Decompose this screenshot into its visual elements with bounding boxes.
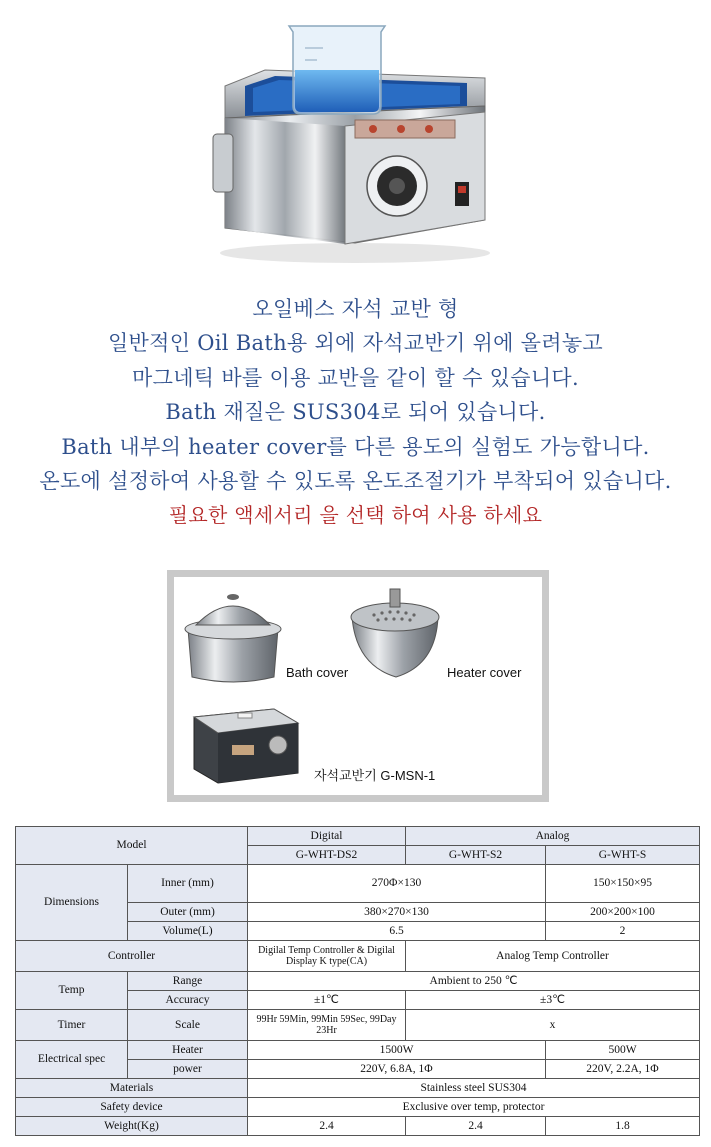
power-small: 220V, 2.2A, 1Φ xyxy=(546,1060,700,1079)
volume-large: 6.5 xyxy=(248,922,546,941)
model-name: G-WHT-DS2 xyxy=(248,846,406,865)
weight-label: Weight(Kg) xyxy=(16,1117,248,1136)
scale-digital: 99Hr 59Min, 99Min 59Sec, 99Day 23Hr xyxy=(248,1010,406,1041)
inner-large: 270Φ×130 xyxy=(248,865,546,903)
accessories-illustration xyxy=(174,577,542,795)
description-line: Bath 내부의 heater cover를 다른 용도의 실험도 가능합니다. xyxy=(61,434,650,459)
electrical-label: Electrical spec xyxy=(16,1041,128,1079)
weight-value: 2.4 xyxy=(248,1117,406,1136)
model-header: Model xyxy=(16,827,248,865)
range-value: Ambient to 250 ℃ xyxy=(248,972,700,991)
accessory-notice: 필요한 액세서리 을 선택 하여 사용 하세요 xyxy=(168,503,543,528)
inner-small: 150×150×95 xyxy=(546,865,700,903)
model-name: G-WHT-S xyxy=(546,846,700,865)
weight-value: 2.4 xyxy=(406,1117,546,1136)
product-image xyxy=(205,8,505,266)
power-label: power xyxy=(128,1060,248,1079)
outer-small: 200×200×100 xyxy=(546,903,700,922)
outer-large: 380×270×130 xyxy=(248,903,546,922)
accessories-panel xyxy=(167,570,549,802)
accuracy-analog: ±3℃ xyxy=(406,991,700,1010)
bath-cover-image xyxy=(185,594,281,682)
stirrer-label: 자석교반기 G-MSN-1 xyxy=(314,768,436,783)
description-line: 일반적인 Oil Bath용 외에 자석교반기 위에 올려놓고 xyxy=(107,331,604,356)
accuracy-label: Accuracy xyxy=(128,991,248,1010)
scale-analog: x xyxy=(406,1010,700,1041)
power-large: 220V, 6.8A, 1Φ xyxy=(248,1060,546,1079)
analog-header: Analog xyxy=(406,827,700,846)
spec-table xyxy=(15,826,700,1136)
volume-small: 2 xyxy=(546,922,700,941)
stirrer-image xyxy=(194,709,298,783)
controller-analog: Analog Temp Controller xyxy=(406,941,700,972)
safety-label: Safety device xyxy=(16,1098,248,1117)
scale-label: Scale xyxy=(128,1010,248,1041)
heater-cover-image xyxy=(351,589,439,677)
heater-label: Heater xyxy=(128,1041,248,1060)
description-line: 오일베스 자석 교반 형 xyxy=(252,297,459,321)
oil-bath-illustration xyxy=(205,8,505,266)
controller-label: Controller xyxy=(16,941,248,972)
timer-label: Timer xyxy=(16,1010,128,1041)
range-label: Range xyxy=(128,972,248,991)
bath-cover-label: Bath cover xyxy=(286,665,349,680)
heater-cover-label: Heater cover xyxy=(447,665,522,680)
inner-label: Inner (mm) xyxy=(128,865,248,903)
controller-digital: Digilal Temp Controller & Digilal Display K type(CA) xyxy=(248,941,406,972)
description-line: 온도에 설정하여 사용할 수 있도록 온도조절기가 부착되어 있습니다. xyxy=(39,468,672,493)
accuracy-digital: ±1℃ xyxy=(248,991,406,1010)
description-line: 마그네틱 바를 이용 교반을 같이 할 수 있습니다. xyxy=(132,365,579,390)
model-name: G-WHT-S2 xyxy=(406,846,546,865)
safety-value: Exclusive over temp, protector xyxy=(248,1098,700,1117)
dimensions-label: Dimensions xyxy=(16,865,128,941)
weight-value: 1.8 xyxy=(546,1117,700,1136)
description-line: Bath 재질은 SUS304로 되어 있습니다. xyxy=(165,400,546,425)
heater-small: 500W xyxy=(546,1041,700,1060)
materials-label: Materials xyxy=(16,1079,248,1098)
digital-header: Digital xyxy=(248,827,406,846)
product-description xyxy=(0,292,711,533)
materials-value: Stainless steel SUS304 xyxy=(248,1079,700,1098)
volume-label: Volume(L) xyxy=(128,922,248,941)
outer-label: Outer (mm) xyxy=(128,903,248,922)
heater-large: 1500W xyxy=(248,1041,546,1060)
temp-label: Temp xyxy=(16,972,128,1010)
